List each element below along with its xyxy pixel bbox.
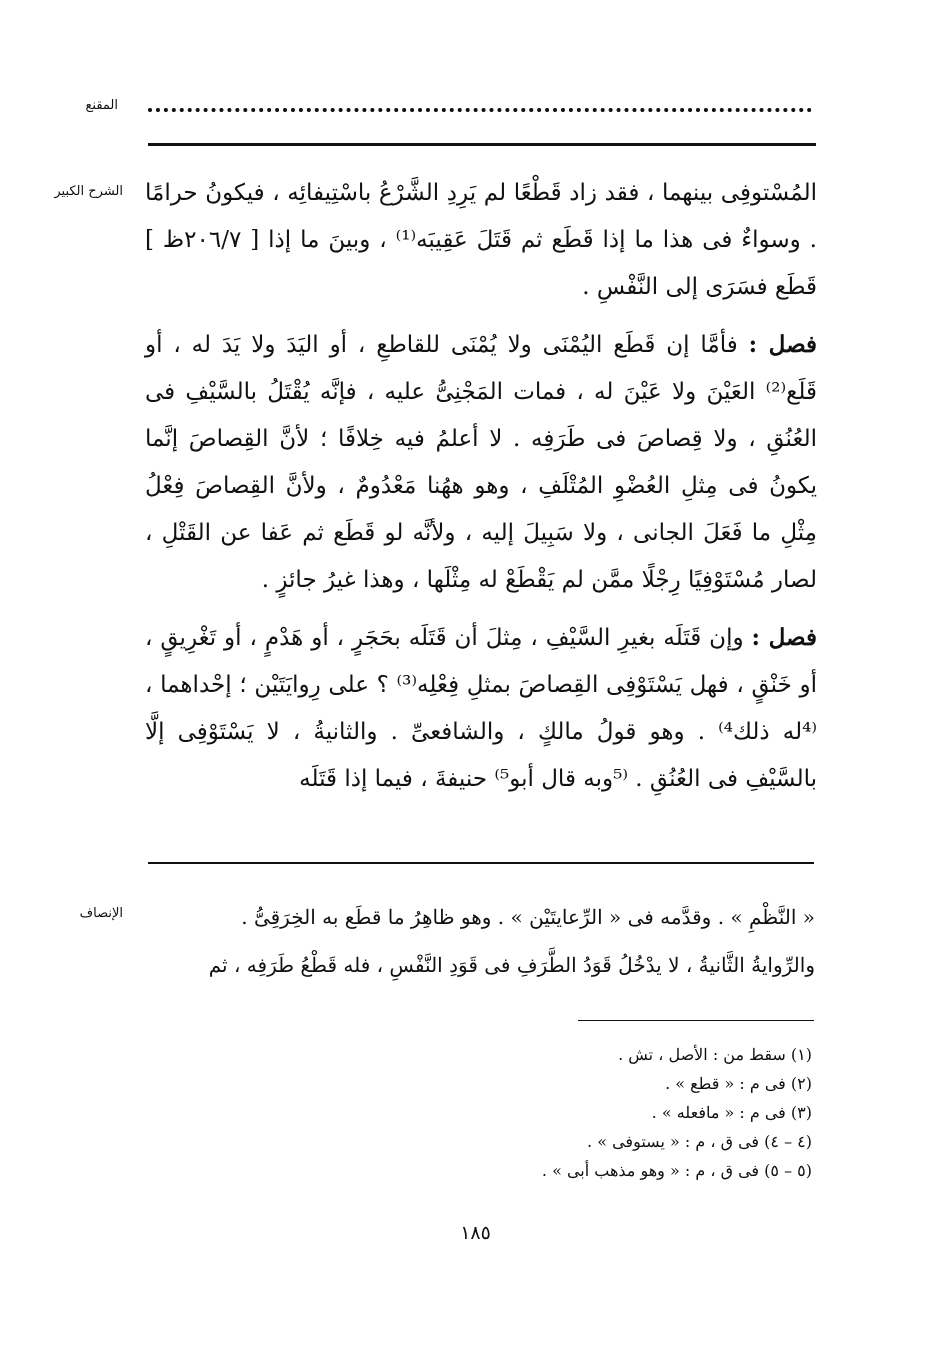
paragraph-3 <box>145 614 817 803</box>
footnotes-rule <box>578 1020 814 1021</box>
running-title: المقنع <box>85 98 118 113</box>
header-dotted-line <box>148 108 812 112</box>
footnote-item: (٣) فى م : « مافعله » . <box>651 1103 812 1122</box>
footnote-item: (٤ – ٤) فى ق ، م : « يستوفى » . <box>587 1132 812 1151</box>
page-number: ١٨٥ <box>460 1222 491 1244</box>
commentary-separator <box>148 862 814 864</box>
paragraph-2 <box>145 321 817 604</box>
insaf-line-1: « النَّظْمِ » . وقدَّمه فى « الرِّعايتَيْن » . وهو ظاهِرُ ما قطَع به الخِرَقِىُّ . <box>241 905 815 929</box>
insaf-text <box>165 893 815 989</box>
paragraph-2-text: فأمَّا إن قَطَع اليُمْنَى ولا يُمْنَى للقاطعِ ، أو اليَدَ ولا يَدَ له ، أو قَلَع⁽²⁾ العَيْنَ ولا عَيْنَ له ، فمات المَجْنِىُّ عليه ، فإنَّه يُقْتَلُ بالسَّيْفِ فى العُنُقِ ، ولا قِصاصَ فى طَرَفِه . لا أعلمُ فيه خِلافًا ؛ لأنَّ القِصاصَ إنَّما يكونُ فى مِثلِ العُضْوِ المُتْلَفِ ، وهو ههُنا مَعْدُومٌ ، ولأنَّ القِصاصَ فِعْلُ مِثْلِ ما فَعَلَ الجانى ، ولا سَبِيلَ إليه ، ولأنَّه لو قَطَع ثم عَفا عن القَتْلِ ، لصار مُسْتَوْفِيًا رِجْلًا ممَّن لم يَقْطَعْ له مِثْلَها ، وهذا غيرُ جائزٍ . <box>145 332 817 593</box>
section-heading: فصل : <box>748 331 818 358</box>
margin-label-insaf: الإنصاف <box>79 906 123 921</box>
paragraph-3-text: وإن قَتَلَه بغيرِ السَّيْفِ ، مِثلَ أن قَتَلَه بحَجَرٍ ، أو هَدْمٍ ، أو تَغْرِيقٍ ، أو خَنْقٍ ، فهل يَسْتَوْفِى القِصاصَ بمثلِ فِعْلِه⁽³⁾ ؟ على رِوايَتَيْن ؛ إحْداهما ، ⁽⁴له ذلك⁴⁾ . وهو قولُ مالكٍ ، والشافعىِّ . والثانيةُ ، لا يَسْتَوْفِى إلَّا بالسَّيْفِ فى العُنُقِ . ⁽⁵وبه قال أبو⁵⁾ حنيفةَ ، فيما إذا قَتَلَه <box>145 625 817 792</box>
footnote-item: (٢) فى م : « قطع » . <box>665 1074 812 1093</box>
section-heading: فصل : <box>751 624 817 651</box>
footnote-item: (١) سقط من : الأصل ، تش . <box>618 1045 812 1064</box>
insaf-line-2: والرِّوايةُ الثَّانيةُ ، لا يدْخُلُ قَوَدُ الطَّرَفِ فى قَوَدِ النَّفْسِ ، فله قَطْعُ طَرَفِه ، ثم <box>208 953 815 977</box>
footnote-item: (٥ – ٥) فى ق ، م : « وهو مذهب أبى » . <box>541 1161 812 1180</box>
main-text <box>145 170 817 803</box>
margin-label-sharh: الشرح الكبير <box>54 184 123 199</box>
header-rule <box>148 143 816 146</box>
paragraph-1: المُسْتوفِى بينهما ، فقد زاد قَطْعًا لم يَرِدِ الشَّرْعُ باسْتِيفائِه ، فيكونُ حرامًا . وسواءٌ فى هذا ما إذا قَطَع ثم قَتَلَ عَقِيبَه⁽¹⁾ ، وبينَ ما إذا [ ٢٠٦/٧ظ ] قَطَع فسَرَى إلى النَّفْسِ . <box>145 180 817 300</box>
footnotes <box>300 1040 812 1185</box>
